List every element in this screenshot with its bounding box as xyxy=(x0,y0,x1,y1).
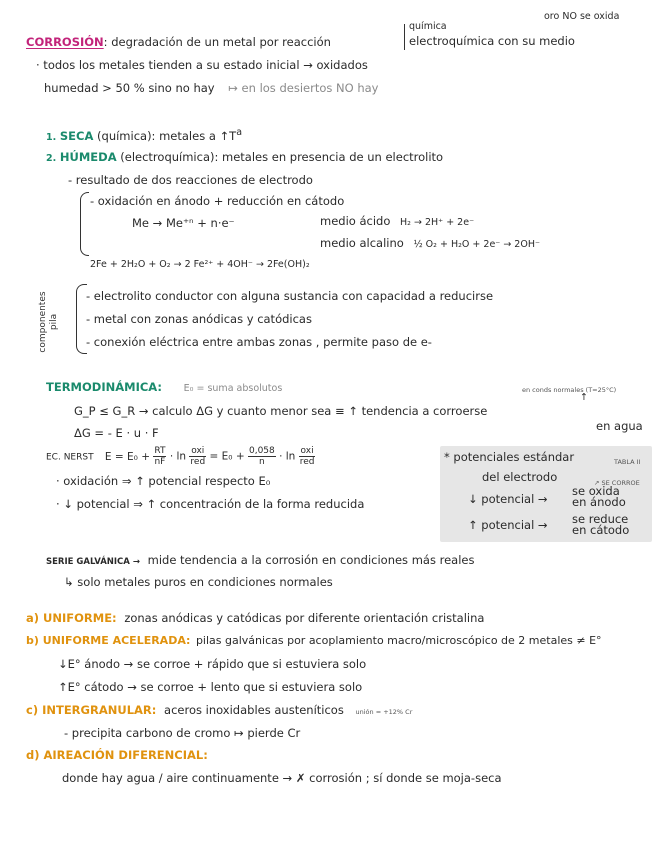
humidity-text-a: humedad > 50 % sino no hay xyxy=(44,81,215,95)
galvanic-note: ↳ solo metales puros en condiciones normales xyxy=(64,575,333,589)
frac3-den: n xyxy=(259,457,265,467)
box-title-1: * potenciales estándar xyxy=(444,450,575,464)
galvanic-label: SERIE GALVÁNICA → xyxy=(46,557,140,567)
box-row-1-val-2: en ánodo xyxy=(572,495,626,509)
box-row-2-val-2: en cátodo xyxy=(572,523,630,537)
intro-definition-line xyxy=(26,35,331,49)
oxidation-reduction-line: - oxidación en ánodo + reducción en cátodo xyxy=(90,194,345,208)
type-wet xyxy=(46,150,443,166)
form-d-text: donde hay agua / aire continuamente → ✗ corrosión ; sí donde se moja-seca xyxy=(62,771,502,785)
form-c-note: unión = +12% Cr xyxy=(355,708,413,716)
gibbs-line: G_P ≤ G_R → calculo ΔG y cuanto menor sea ≡ ↑ tendencia a corroerse xyxy=(74,404,488,418)
dry-text: (química): metales a ↑T xyxy=(97,128,237,143)
thermo-title: TERMODINÁMICA: xyxy=(46,380,162,394)
form-d-label-text: d) AIREACIÓN DIFERENCIAL: xyxy=(26,748,208,762)
form-b-cathode: ↑E° cátodo → se corroe + lento que si estuviera solo xyxy=(58,680,363,694)
form-c-detail: - precipita carbono de cromo ↦ pierde Cr xyxy=(64,726,301,740)
iron-equation: 2Fe + 2H₂O + O₂ → 2 Fe²⁺ + 4OH⁻ → 2Fe(OH)₂ xyxy=(90,259,310,270)
form-c-text: aceros inoxidables austeníticos xyxy=(164,703,344,717)
quimica-branch xyxy=(404,21,575,50)
humidity-line xyxy=(44,81,378,95)
form-b-text: pilas galvánicas por acoplamiento macro/microscópico de 2 metales ≠ E° xyxy=(195,634,602,647)
e0-note: E₀ = suma absolutos xyxy=(183,383,283,394)
wet-text: (electroquímica): metales en presencia de un electrolito xyxy=(120,150,444,164)
alkaline-medium-line xyxy=(320,236,540,252)
nernst-equation xyxy=(46,446,315,467)
wet-label: HÚMEDA xyxy=(59,150,117,164)
top-right-note: oro NO se oxida xyxy=(544,11,620,22)
ln-1: · ln xyxy=(169,450,187,463)
humidity-text-b: ↦ en los desiertos NO hay xyxy=(228,81,379,95)
box-row-1-label: ↓ potencial → xyxy=(468,492,548,506)
box-row-2-label: ↑ potencial → xyxy=(468,518,548,532)
galvanic-text: mide tendencia a la corrosión en condiciones más reales xyxy=(147,553,475,567)
type-dry xyxy=(46,126,242,145)
normal-conditions-note: en conds normales (T=25°C) xyxy=(522,386,617,394)
wet-number: 2. xyxy=(46,153,57,164)
form-c-label: c) INTERGRANULAR: xyxy=(26,703,157,717)
pile-side-label xyxy=(38,282,60,362)
box-row-2-value xyxy=(572,514,629,536)
normal-arrow: ↑ xyxy=(580,392,588,403)
form-a-label: a) UNIFORME: xyxy=(26,611,117,625)
frac2-num: oxi xyxy=(191,446,205,456)
acid-medium-line xyxy=(320,214,474,230)
pile-side-label-1: componentes xyxy=(38,291,48,353)
fraction-0058-n xyxy=(248,446,276,467)
definition-text-a: : degradación de un metal por reacción xyxy=(103,35,331,49)
acid-label: medio ácido xyxy=(320,214,391,228)
wet-result: - resultado de dos reacciones de electrodo xyxy=(68,173,313,187)
alkaline-equation: ½ O₂ + H₂O + 2e⁻ → 2OH⁻ xyxy=(413,239,540,250)
frac2-den: red xyxy=(190,457,206,467)
form-c-line xyxy=(26,703,412,719)
nernst-label: EC. NERST xyxy=(46,452,94,463)
frac1-den: nF xyxy=(154,457,166,467)
box-row-1-val-1: se oxida xyxy=(572,484,620,498)
en-agua: en agua xyxy=(596,419,643,433)
fraction-oxi-red-2 xyxy=(299,446,316,467)
box-title-2: del electrodo xyxy=(482,470,558,484)
dry-number: 1. xyxy=(46,131,57,143)
title-corrosion: CORROSIÓN xyxy=(26,35,104,49)
form-b-anode: ↓E° ánodo → se corroe + rápido que si estuviera solo xyxy=(58,657,367,671)
definition-text-b: electroquímica con su medio xyxy=(409,34,575,48)
galvanic-line xyxy=(46,553,474,569)
dry-label: SECA xyxy=(59,128,94,143)
pile-item-2: - metal con zonas anódicas y catódicas xyxy=(86,312,312,326)
delta-g: ΔG = - E · u · F xyxy=(74,426,159,440)
form-a-line xyxy=(26,611,484,625)
frac3-num: 0,058 xyxy=(248,446,275,456)
box-row-1-value xyxy=(572,486,626,508)
low-potential-line: · ↓ potencial ⇒ ↑ concentración de la forma reducida xyxy=(56,497,365,511)
form-b-label: b) UNIFORME ACELERADA: xyxy=(26,634,191,647)
frac1-num: RT xyxy=(154,446,166,456)
acid-equation: H₂ → 2H⁺ + 2e⁻ xyxy=(400,217,475,228)
pile-item-3: - conexión eléctrica entre ambas zonas , permite paso de e- xyxy=(86,335,432,349)
dry-sup: a xyxy=(236,127,243,138)
quimica-note: química xyxy=(409,21,447,32)
pile-item-1: - electrolito conductor con alguna sustancia con capacidad a reducirse xyxy=(86,289,494,303)
alkaline-label: medio alcalino xyxy=(320,236,404,250)
form-d-label xyxy=(26,748,208,762)
intro-point-1: · todos los metales tienden a su estado inicial → oxidados xyxy=(36,58,368,72)
eq-mid: = E₀ + xyxy=(209,450,245,463)
box-tabla: TABLA II xyxy=(614,458,641,466)
fraction-rt-nf xyxy=(153,446,166,467)
ln-2: · ln xyxy=(279,450,296,463)
box-row-2-val-1: se reduce xyxy=(572,512,629,526)
frac4-den: red xyxy=(299,457,315,467)
oxidation-potential: · oxidación ⇒ ↑ potencial respecto E₀ xyxy=(56,474,271,488)
form-a-text: zonas anódicas y catódicas por diferente orientación cristalina xyxy=(124,611,485,625)
frac4-num: oxi xyxy=(300,446,314,456)
form-b-line xyxy=(26,634,602,648)
fraction-oxi-red-1 xyxy=(189,446,206,467)
reaction-brace xyxy=(80,192,89,256)
oxidation-equation: Me → Me⁺ⁿ + n·e⁻ xyxy=(132,216,235,230)
box-se-corroe: ↗ SE CORROE xyxy=(594,479,640,487)
nernst-e: E = E₀ + xyxy=(104,450,151,463)
pile-side-label-2: pila xyxy=(49,313,59,331)
thermo-title-line xyxy=(46,380,282,396)
